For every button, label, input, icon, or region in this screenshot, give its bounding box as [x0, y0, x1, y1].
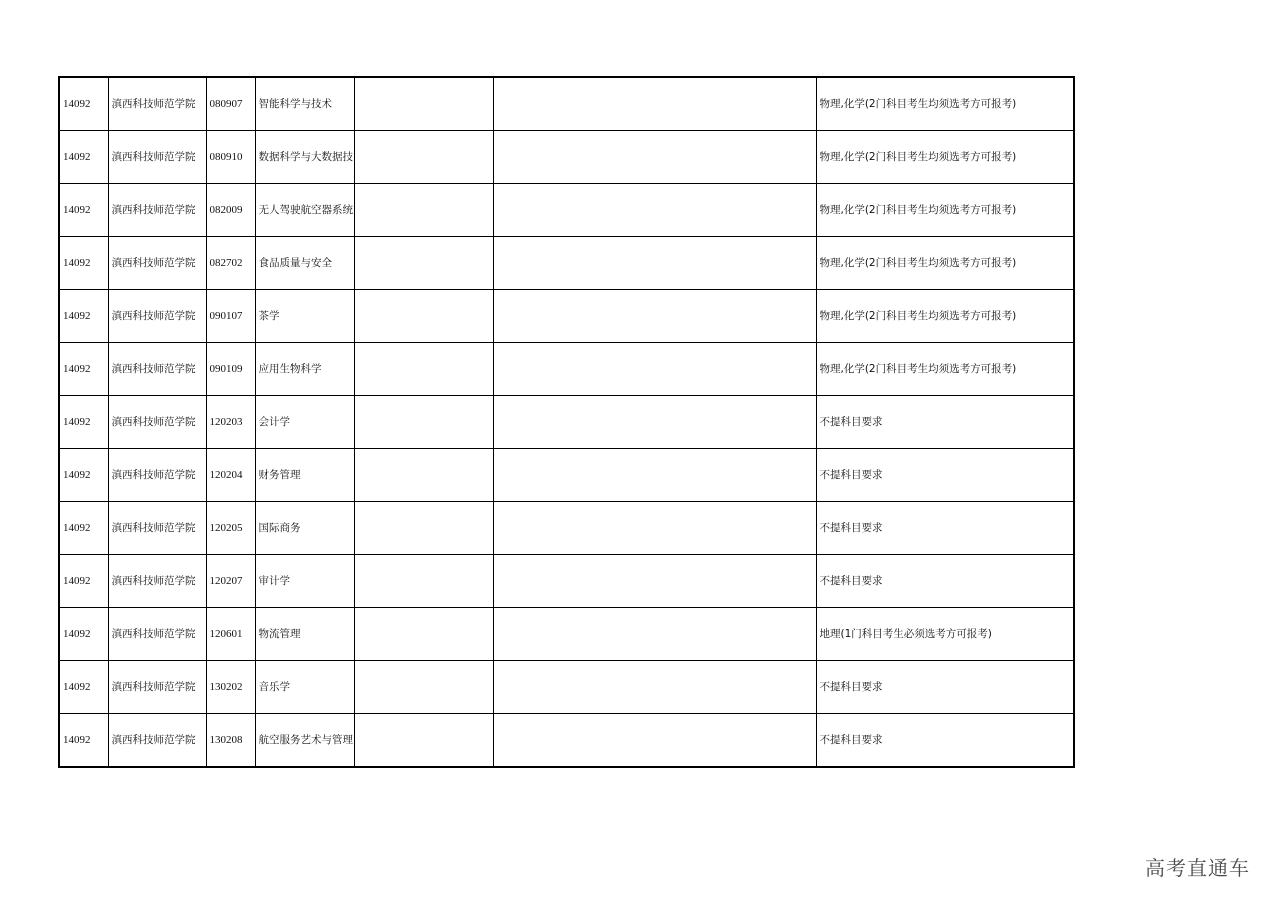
empty-cell — [354, 555, 493, 608]
major-name-cell: 国际商务 — [255, 502, 354, 555]
school-code-cell: 14092 — [59, 555, 108, 608]
school-name-cell: 滇西科技师范学院 — [108, 555, 206, 608]
empty-cell — [493, 184, 816, 237]
major-name-cell: 智能科学与技术 — [255, 77, 354, 131]
empty-cell — [493, 502, 816, 555]
major-name-cell: 数据科学与大数据技 — [255, 131, 354, 184]
school-name-cell: 滇西科技师范学院 — [108, 661, 206, 714]
major-code-cell: 120203 — [206, 396, 255, 449]
school-code-cell: 14092 — [59, 502, 108, 555]
empty-cell — [493, 555, 816, 608]
school-code-cell: 14092 — [59, 608, 108, 661]
empty-cell — [354, 290, 493, 343]
empty-cell — [354, 449, 493, 502]
empty-cell — [354, 396, 493, 449]
table-row — [59, 714, 1074, 768]
major-name-cell: 财务管理 — [255, 449, 354, 502]
major-code-cell: 130202 — [206, 661, 255, 714]
major-name-cell: 会计学 — [255, 396, 354, 449]
empty-cell — [354, 184, 493, 237]
subject-requirement-cell: 物理,化学(2门科目考生均须选考方可报考) — [816, 237, 1074, 290]
empty-cell — [493, 290, 816, 343]
school-name-cell: 滇西科技师范学院 — [108, 184, 206, 237]
watermark-logo: 高考直通车 — [1145, 856, 1250, 880]
subject-requirement-cell: 物理,化学(2门科目考生均须选考方可报考) — [816, 184, 1074, 237]
table-row — [59, 184, 1074, 237]
school-code-cell: 14092 — [59, 449, 108, 502]
subject-requirement-cell: 地理(1门科目考生必须选考方可报考) — [816, 608, 1074, 661]
table-row — [59, 343, 1074, 396]
subject-requirement-cell: 物理,化学(2门科目考生均须选考方可报考) — [816, 131, 1074, 184]
school-name-cell: 滇西科技师范学院 — [108, 343, 206, 396]
major-code-cell: 082009 — [206, 184, 255, 237]
table-row — [59, 502, 1074, 555]
major-code-cell: 080910 — [206, 131, 255, 184]
school-code-cell: 14092 — [59, 714, 108, 768]
school-name-cell: 滇西科技师范学院 — [108, 77, 206, 131]
school-name-cell: 滇西科技师范学院 — [108, 131, 206, 184]
major-name-cell: 无人驾驶航空器系统 — [255, 184, 354, 237]
major-name-cell: 应用生物科学 — [255, 343, 354, 396]
empty-cell — [493, 77, 816, 131]
table-row — [59, 237, 1074, 290]
school-name-cell: 滇西科技师范学院 — [108, 396, 206, 449]
subject-requirement-cell: 不提科目要求 — [816, 396, 1074, 449]
major-code-cell: 120207 — [206, 555, 255, 608]
school-code-cell: 14092 — [59, 661, 108, 714]
subject-requirement-cell: 不提科目要求 — [816, 555, 1074, 608]
school-code-cell: 14092 — [59, 396, 108, 449]
school-name-cell: 滇西科技师范学院 — [108, 502, 206, 555]
subject-requirement-cell: 物理,化学(2门科目考生均须选考方可报考) — [816, 343, 1074, 396]
empty-cell — [493, 714, 816, 768]
empty-cell — [354, 714, 493, 768]
empty-cell — [493, 131, 816, 184]
empty-cell — [354, 502, 493, 555]
school-code-cell: 14092 — [59, 290, 108, 343]
school-code-cell: 14092 — [59, 131, 108, 184]
major-name-cell: 物流管理 — [255, 608, 354, 661]
school-name-cell: 滇西科技师范学院 — [108, 608, 206, 661]
empty-cell — [493, 343, 816, 396]
table-body — [59, 77, 1074, 767]
major-code-cell: 080907 — [206, 77, 255, 131]
subject-requirement-cell: 不提科目要求 — [816, 502, 1074, 555]
subject-requirement-cell: 不提科目要求 — [816, 449, 1074, 502]
major-name-cell: 音乐学 — [255, 661, 354, 714]
school-name-cell: 滇西科技师范学院 — [108, 714, 206, 768]
major-code-cell: 130208 — [206, 714, 255, 768]
table-row — [59, 449, 1074, 502]
subject-requirement-cell: 不提科目要求 — [816, 661, 1074, 714]
subject-requirement-cell: 物理,化学(2门科目考生均须选考方可报考) — [816, 77, 1074, 131]
major-name-cell: 食品质量与安全 — [255, 237, 354, 290]
major-name-cell: 航空服务艺术与管理 — [255, 714, 354, 768]
empty-cell — [354, 237, 493, 290]
table-row — [59, 555, 1074, 608]
empty-cell — [493, 237, 816, 290]
school-code-cell: 14092 — [59, 237, 108, 290]
major-code-cell: 090109 — [206, 343, 255, 396]
school-code-cell: 14092 — [59, 343, 108, 396]
empty-cell — [354, 661, 493, 714]
empty-cell — [354, 608, 493, 661]
major-code-cell: 120205 — [206, 502, 255, 555]
empty-cell — [354, 343, 493, 396]
major-name-cell: 审计学 — [255, 555, 354, 608]
school-code-cell: 14092 — [59, 77, 108, 131]
school-name-cell: 滇西科技师范学院 — [108, 237, 206, 290]
empty-cell — [493, 396, 816, 449]
enrollment-requirements-table — [58, 76, 1075, 768]
table-row — [59, 131, 1074, 184]
empty-cell — [354, 131, 493, 184]
major-code-cell: 090107 — [206, 290, 255, 343]
subject-requirement-cell: 物理,化学(2门科目考生均须选考方可报考) — [816, 290, 1074, 343]
empty-cell — [493, 608, 816, 661]
empty-cell — [493, 661, 816, 714]
subject-requirement-cell: 不提科目要求 — [816, 714, 1074, 768]
table-row — [59, 661, 1074, 714]
empty-cell — [493, 449, 816, 502]
major-code-cell: 082702 — [206, 237, 255, 290]
table-row — [59, 290, 1074, 343]
table-row — [59, 77, 1074, 131]
school-name-cell: 滇西科技师范学院 — [108, 449, 206, 502]
major-code-cell: 120601 — [206, 608, 255, 661]
table-row — [59, 396, 1074, 449]
school-code-cell: 14092 — [59, 184, 108, 237]
table-row — [59, 608, 1074, 661]
major-code-cell: 120204 — [206, 449, 255, 502]
school-name-cell: 滇西科技师范学院 — [108, 290, 206, 343]
major-name-cell: 茶学 — [255, 290, 354, 343]
empty-cell — [354, 77, 493, 131]
